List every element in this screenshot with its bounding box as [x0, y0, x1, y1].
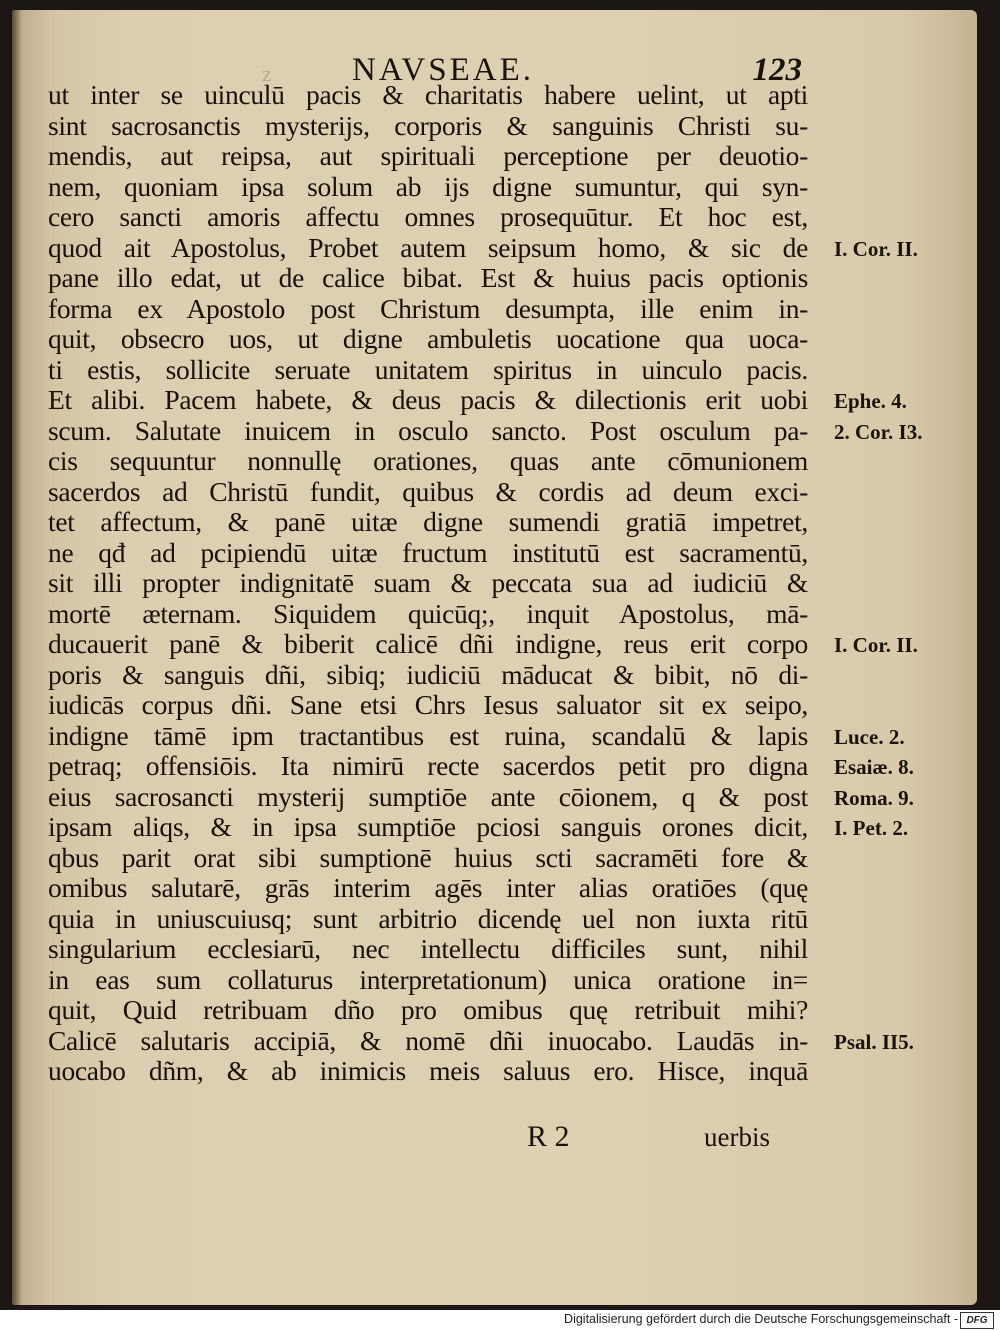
header-faint-mark: z	[262, 61, 278, 86]
text-line: cero sancti amoris affectu omnes prosequūtur. Et hoc est,	[48, 201, 808, 232]
text-line: pane illo edat, ut de calice bibat. Est & huius pacis optionis	[48, 262, 808, 293]
body-text	[48, 79, 923, 1087]
text-line: Calicē salutaris accipiā, & nomē dñi inuocabo. Laudās in-	[48, 1024, 808, 1056]
text-line: mendis, aut reipsa, aut spirituali perceptione per deuotio-	[48, 140, 808, 171]
text-line: quit, Quid retribuam dño pro omibus quę retribuit mihi?	[48, 994, 808, 1025]
text-line: tet affectum, & panē uitæ digne sumendi gratiā impetret,	[48, 506, 808, 537]
text-line: uocabo dñm, & ab inimicis meis saluus ero. Hisce, inquā	[48, 1055, 808, 1086]
margin-note: Psal. II5.	[834, 1029, 914, 1054]
text-line: quit, obsecro uos, ut digne ambuletis uocatione qua uoca-	[48, 323, 808, 354]
text-line: omibus salutarē, grās interim agēs inter alias oratiōes (quę	[48, 872, 808, 903]
text-line: Et alibi. Pacem habete, & deus pacis & dilectionis erit uobi	[48, 384, 808, 415]
signature-mark: R 2	[527, 1120, 570, 1153]
text-line: quia in uniuscuiusq; sunt arbitrio dicendę uel non iuxta ritū	[48, 902, 808, 934]
text-line: ne qđ ad pcipiendū uitæ fructum institutū est sacramentū,	[48, 536, 808, 568]
text-line: forma ex Apostolo post Christum desumpta, ille enim in-	[48, 292, 808, 324]
page-number: 123	[752, 52, 802, 88]
text-line: ipsam aliqs, & in ipsa sumptiōe pciosi sanguis orones dicit,	[48, 811, 808, 842]
text-line: quod ait Apostolus, Probet autem seipsum homo, & sic de	[48, 231, 808, 263]
text-line: sit illi propter indignitatē suam & peccata sua ad iudiciū &	[48, 567, 808, 598]
margin-note: Esaiæ. 8.	[834, 755, 914, 779]
margin-note: Luce. 2.	[834, 724, 905, 749]
margin-note: Ephe. 4.	[834, 389, 907, 413]
book-page	[12, 10, 977, 1305]
text-line: ut inter se uinculū pacis & charitatis habere uelint, ut apti	[48, 79, 808, 110]
footer-bar	[0, 1310, 1000, 1331]
margin-note: Roma. 9.	[834, 785, 914, 810]
text-line: mortē æternam. Siquidem quicūq;, inquit Apostolus, mā-	[48, 597, 808, 629]
margin-note: I. Pet. 2.	[834, 816, 909, 840]
margin-note: 2. Cor. I3.	[834, 419, 923, 444]
text-line: indigne tāmē ipm tractantibus est ruina, scandalū & lapis	[48, 719, 808, 751]
text-line: cis sequuntur nonnullę orationes, quas ante cōmunionem	[48, 445, 808, 476]
text-line: eius sacrosancti mysterij sumptiōe ante cōionem, q & post	[48, 780, 808, 812]
text-line: poris & sanguis dñi, sibiq; iudiciū māducat & bibit, nō di-	[48, 658, 808, 690]
text-line: iudicās corpus dñi. Sane etsi Chrs Iesus saluator sit ex seipo,	[48, 689, 808, 720]
dfg-logo: DFG	[960, 1312, 994, 1329]
text-line: in eas sum collaturus interpretationum) unica oratione in=	[48, 963, 808, 995]
text-line: qbus parit orat sibi sumptionē huius scti sacramēti fore &	[48, 841, 808, 873]
text-line: ducauerit panē & biberit calicē dñi indigne, reus erit corpo	[48, 628, 808, 659]
text-line: nem, quoniam ipsa solum ab ijs digne sumuntur, qui syn-	[48, 170, 808, 202]
text-line: sacerdos ad Christū fundit, quibus & cordis ad deum exci-	[48, 475, 808, 507]
margin-note: I. Cor. II.	[834, 236, 918, 261]
text-line: singularium ecclesiarū, nec intellectu difficiles sunt, nihil	[48, 933, 808, 964]
text-line: scum. Salutate inuicem in osculo sancto. Post osculum pa-	[48, 414, 808, 446]
margin-note: I. Cor. II.	[834, 633, 918, 657]
footer-credit: Digitalisierung gefördert durch die Deutsche Forschungsgemeinschaft -	[564, 1312, 958, 1326]
text-line: petraq; offensiōis. Ita nimirū recte sacerdos petit pro digna	[48, 750, 808, 781]
catchword: uerbis	[704, 1122, 770, 1152]
text-line: ti estis, sollicite seruate unitatem spiritus in uinculo pacis.	[48, 353, 808, 385]
text-line: sint sacrosanctis mysterijs, corporis & sanguinis Christi su-	[48, 109, 808, 141]
running-title: NAVSEAE.	[352, 52, 534, 88]
